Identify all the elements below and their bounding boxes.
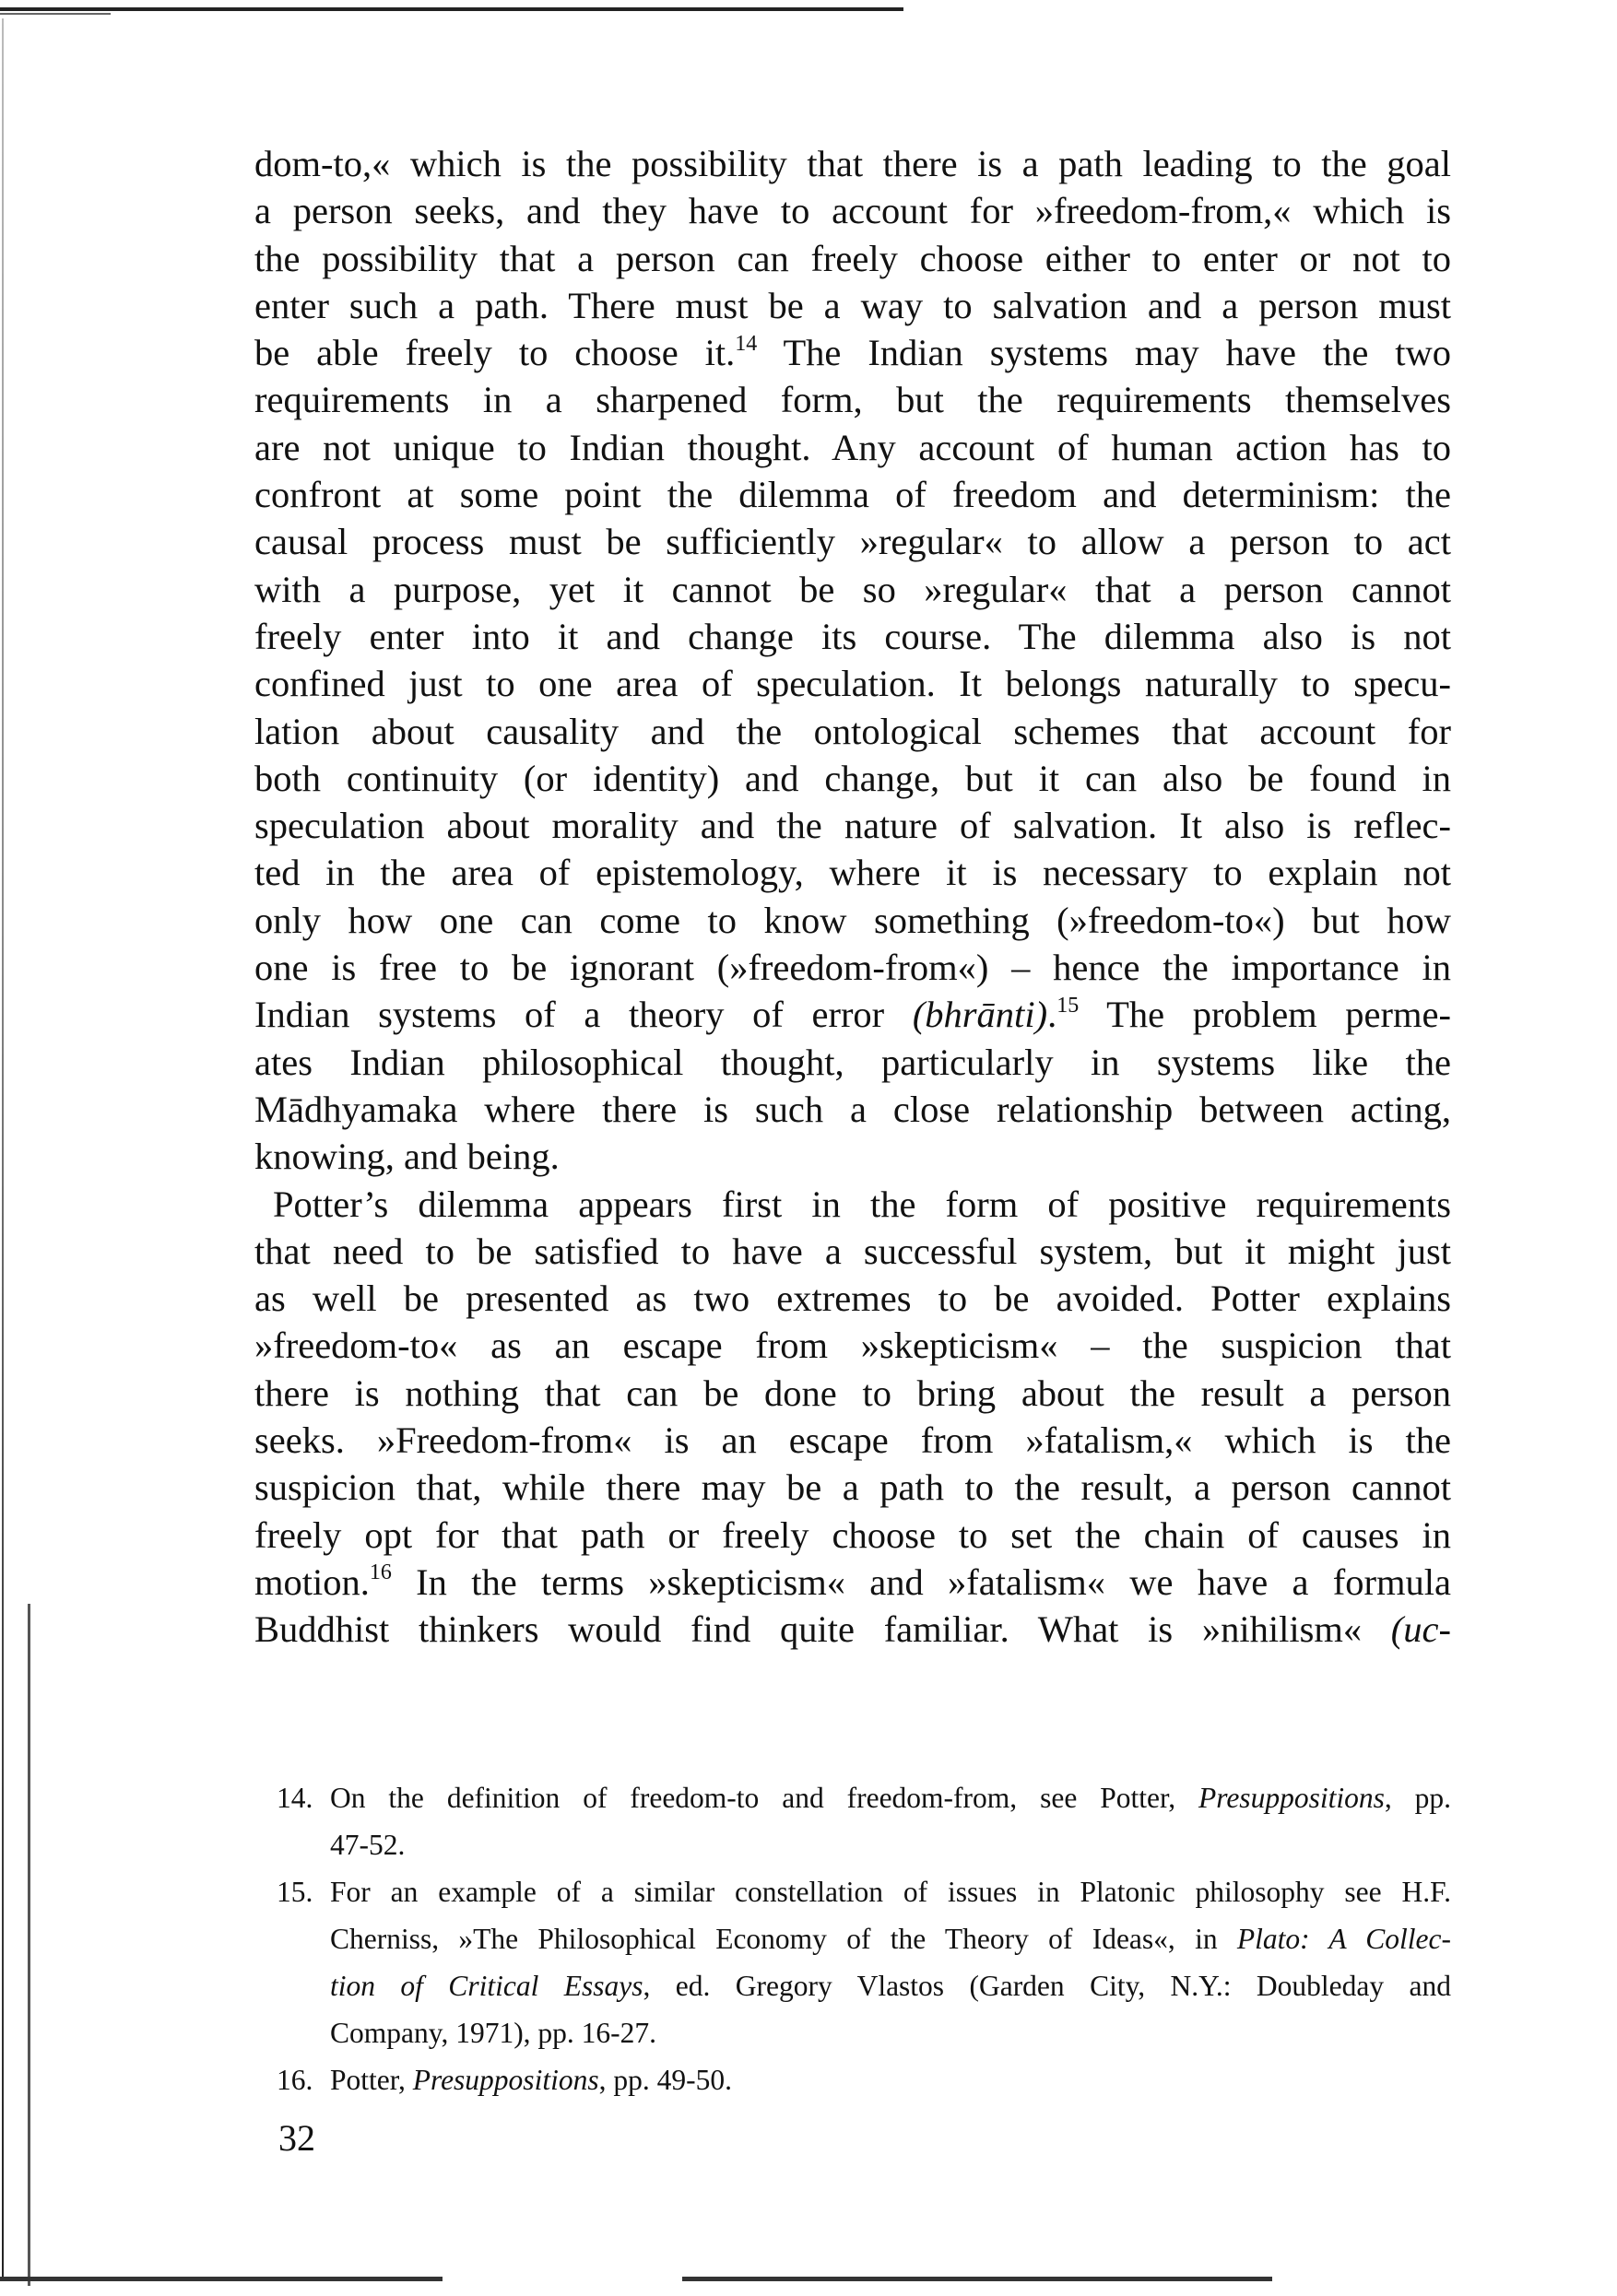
scan-border-top-mark xyxy=(0,13,111,15)
body-line: there is nothing that can be done to bring about the result a person xyxy=(254,1372,1451,1414)
footnote-15-cont: Company, 1971), pp. 16-27. xyxy=(330,2017,657,2049)
footnote-number: 14. xyxy=(277,1782,313,1814)
paragraph-start: Potter’s dilemma appears first in the form of positive requirements xyxy=(273,1183,1451,1225)
scan-border-left xyxy=(2,18,4,2277)
body-line: confront at some point the dilemma of freedom and determinism: the xyxy=(254,474,1451,516)
body-text xyxy=(254,140,1451,1654)
italic-term: (bhrānti) xyxy=(912,994,1048,1036)
body-line: the possibility that a person can freely choose either to enter or not to xyxy=(254,237,1451,279)
footnotes xyxy=(277,1774,1451,2103)
body-line: only how one can come to know something (»freedom-to«) but how xyxy=(254,899,1451,941)
footnote-number: 16. xyxy=(277,2064,313,2096)
footnote-14-cont: 47-52. xyxy=(330,1829,406,1861)
body-line: that need to be satisfied to have a successful system, but it might just xyxy=(254,1230,1451,1272)
body-line: one is free to be ignorant (»freedom-from«) – hence the importance in xyxy=(254,947,1451,989)
body-line: causal process must be sufficiently »regular« to allow a person to act xyxy=(254,521,1451,563)
footnote-14: 14. On the definition of freedom-to and freedom-from, see Potter, Presuppositions, pp. xyxy=(277,1774,1451,1821)
body-line: ates Indian philosophical thought, particularly in systems like the xyxy=(254,1041,1451,1083)
scan-border-top xyxy=(0,7,903,11)
body-line: freely opt for that path or freely choose to set the chain of causes in xyxy=(254,1513,1451,1556)
footnote-ref-14[interactable]: 14 xyxy=(735,331,758,356)
body-line: speculation about morality and the nature of salvation. It also is reflec- xyxy=(254,805,1451,847)
body-line: suspicion that, while there may be a path to the result, a person cannot xyxy=(254,1466,1451,1509)
body-line: be able freely to choose it.$^{14}$ The Indian systems may have the two xyxy=(254,331,1452,374)
body-line: a person seeks, and they have to account for »freedom-from,« which is xyxy=(254,190,1451,232)
scan-border-bottom-left xyxy=(0,2277,443,2281)
body-line: lation about causality and the ontological schemes that account for xyxy=(254,710,1451,752)
scan-border-left-shadow xyxy=(28,1604,30,2286)
footnote-ref-16[interactable]: 16 xyxy=(369,1560,392,1585)
footnote-number: 15. xyxy=(277,1876,313,1908)
body-line: freely enter into it and change its course. The dilemma also is not xyxy=(254,615,1451,657)
body-line: ted in the area of epistemology, where it is necessary to explain not xyxy=(254,852,1451,894)
body-line: motion.$^{16}$ In the terms »skepticism« and »fatalism« we have a formula xyxy=(254,1560,1451,1603)
footnote-15-cont: Cherniss, »The Philosophical Economy of the Theory of Ideas«, in Plato: A Collec- xyxy=(330,1923,1451,1955)
body-line: seeks. »Freedom-from« is an escape from »fatalism,« which is the xyxy=(254,1419,1451,1462)
footnote-16: 16. Potter, Presuppositions, pp. 49-50. xyxy=(277,2056,1451,2103)
scan-border-bottom-right xyxy=(682,2277,1272,2281)
footnote-15: 15. For an example of a similar constellation of issues in Platonic philosophy see H.F. xyxy=(277,1868,1451,1915)
body-line: both continuity (or identity) and change, but it can also be found in xyxy=(254,757,1451,799)
italic-term: (uc- xyxy=(1390,1608,1451,1651)
body-line: Mādhyamaka where there is such a close relationship between acting, xyxy=(254,1088,1451,1130)
body-line: as well be presented as two extremes to be avoided. Potter explains xyxy=(254,1278,1451,1320)
body-line: Buddhist thinkers would find quite familiar. What is »nihilism« (uc- xyxy=(254,1608,1451,1651)
body-line: »freedom-to« as an escape from »skepticism« – the suspicion that xyxy=(254,1325,1451,1367)
body-line: dom-to,« which is the possibility that there is a path leading to the goal xyxy=(254,143,1451,184)
body-line: requirements in a sharpened form, but the requirements themselves xyxy=(254,379,1451,421)
footnote-ref-15[interactable]: 15 xyxy=(1056,993,1080,1018)
footnote-15-cont: tion of Critical Essays, ed. Gregory Vlastos (Garden City, N.Y.: Doubleday and xyxy=(330,1970,1451,2002)
body-line: Indian systems of a theory of error (bhrānti).$^{15}$ The problem perme- xyxy=(254,993,1451,1036)
body-line: confined just to one area of speculation. It belongs naturally to specu- xyxy=(254,663,1451,705)
body-line: with a purpose, yet it cannot be so »regular« that a person cannot xyxy=(254,568,1451,610)
body-line: knowing, and being. xyxy=(254,1136,560,1178)
page-number: 32 xyxy=(278,2117,315,2159)
body-line: are not unique to Indian thought. Any account of human action has to xyxy=(254,426,1451,468)
body-line: enter such a path. There must be a way to salvation and a person must xyxy=(254,284,1451,326)
